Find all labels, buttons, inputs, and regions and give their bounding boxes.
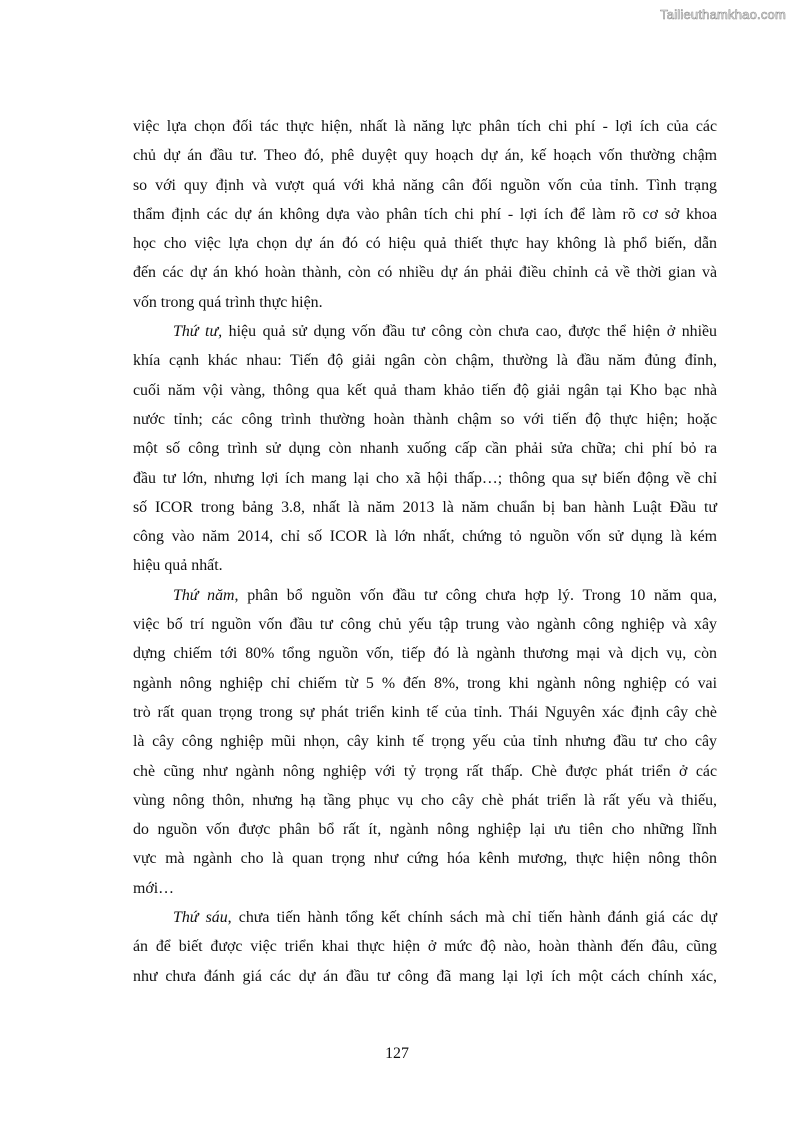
text-line: do nguồn vốn được phân bổ rất ít, ngành nông nghiệp lại ưu tiên cho những lĩnh	[133, 821, 717, 839]
text-line: so với quy định và vượt quá với khả năng cân đối nguồn vốn của tỉnh. Tình trạng	[133, 176, 717, 194]
paragraph-lead-italic: Thứ năm	[173, 586, 235, 604]
text-line: công vào năm 2014, chỉ số ICOR là lớn nhất, chứng tỏ nguồn vốn sử dụng là kém	[133, 528, 717, 546]
text-line: vực mà ngành cho là quan trọng như cứng hóa kênh mương, thực hiện nông thôn	[133, 850, 717, 868]
page-body	[133, 112, 717, 991]
paragraph-lead-italic: Thứ sáu	[173, 909, 228, 927]
text-line: số ICOR trong bảng 3.8, nhất là năm 2013 là năm chuẩn bị ban hành Luật Đầu tư	[133, 498, 717, 516]
text-line: chè cũng như ngành nông nghiệp với tỷ trọng rất thấp. Chè được phát triển ở các	[133, 762, 717, 780]
text-run: , chưa tiến hành tổng kết chính sách mà chỉ tiến hành đánh giá các dự	[227, 909, 717, 927]
text-line: như chưa đánh giá các dự án đầu tư công đã mang lại lợi ích một cách chính xác,	[133, 967, 717, 985]
text-line: dựng chiếm tới 80% tổng nguồn vốn, tiếp đó là ngành thương mại và dịch vụ, còn	[133, 645, 717, 663]
text-run: , phân bổ nguồn vốn đầu tư công chưa hợp lý. Trong 10 năm qua,	[234, 586, 717, 604]
text-line: vốn trong quá trình thực hiện.	[133, 293, 323, 311]
text-line-first	[133, 317, 717, 346]
text-line: là cây công nghiệp mũi nhọn, cây kinh tế trọng yếu của tỉnh nhưng đầu tư cho cây	[133, 733, 717, 751]
text-line-first	[133, 581, 717, 610]
text-run: hiệu quả sử dụng vốn đầu tư công còn chưa cao, được thể hiện ở nhiều	[222, 323, 718, 341]
paragraph-2	[133, 317, 717, 581]
text-line: đầu tư lớn, nhưng lợi ích mang lại cho xã hội thấp…; thông qua sự biến động về chỉ	[133, 469, 717, 487]
text-line-first	[133, 903, 717, 932]
text-line: mới…	[133, 879, 175, 897]
text-line: việc bố trí nguồn vốn đầu tư công chủ yếu tập trung vào ngành công nghiệp và xây	[133, 616, 717, 634]
watermark-text: Tailieuthamkhao.com	[660, 7, 786, 22]
paragraph-4	[133, 903, 717, 991]
text-line: vùng nông thôn, nhưng hạ tầng phục vụ cho cây chè phát triển là rất yếu và thiếu,	[133, 791, 717, 809]
paragraph-3	[133, 581, 717, 903]
text-line: nước tỉnh; các công trình thường hoàn thành chậm so với tiến độ thực hiện; hoặc	[133, 410, 717, 428]
text-line: ngành nông nghiệp chỉ chiếm từ 5 % đến 8%, trong khi ngành nông nghiệp có vai	[133, 674, 717, 692]
text-line: học cho việc lựa chọn dự án đó có hiệu quả thiết thực hay không là phổ biến, dẫn	[133, 235, 717, 253]
text-line: chủ dự án đầu tư. Theo đó, phê duyệt quy hoạch dự án, kế hoạch vốn thường chậm	[133, 147, 717, 165]
text-line: trò rất quan trọng trong sự phát triển kinh tế của tỉnh. Thái Nguyên xác định cây chè	[133, 703, 717, 721]
text-line: cuối năm vội vàng, thông qua kết quả tham khảo tiến độ giải ngân tại Kho bạc nhà	[133, 381, 717, 399]
text-line: đến các dự án khó hoàn thành, còn có nhiều dự án phải điều chỉnh cả về thời gian và	[133, 264, 717, 282]
text-line: hiệu quả nhất.	[133, 557, 223, 575]
text-line: án để biết được việc triển khai thực hiện ở mức độ nào, hoàn thành đến đâu, cũng	[133, 938, 717, 956]
paragraph-lead-italic: Thứ tư,	[173, 323, 223, 341]
paragraph-1	[133, 112, 717, 317]
text-line: khía cạnh khác nhau: Tiến độ giải ngân còn chậm, thường là đầu năm đủng đỉnh,	[133, 352, 717, 370]
text-line: việc lựa chọn đối tác thực hiện, nhất là năng lực phân tích chi phí - lợi ích của các	[133, 118, 717, 135]
page-number: 127	[385, 1045, 409, 1062]
text-line: thẩm định các dự án không dựa vào phân tích chi phí - lợi ích để làm rõ cơ sở khoa	[133, 205, 717, 223]
text-line: một số công trình sử dụng còn nhanh xuống cấp cần phải sửa chữa; chi phí bỏ ra	[133, 440, 717, 458]
